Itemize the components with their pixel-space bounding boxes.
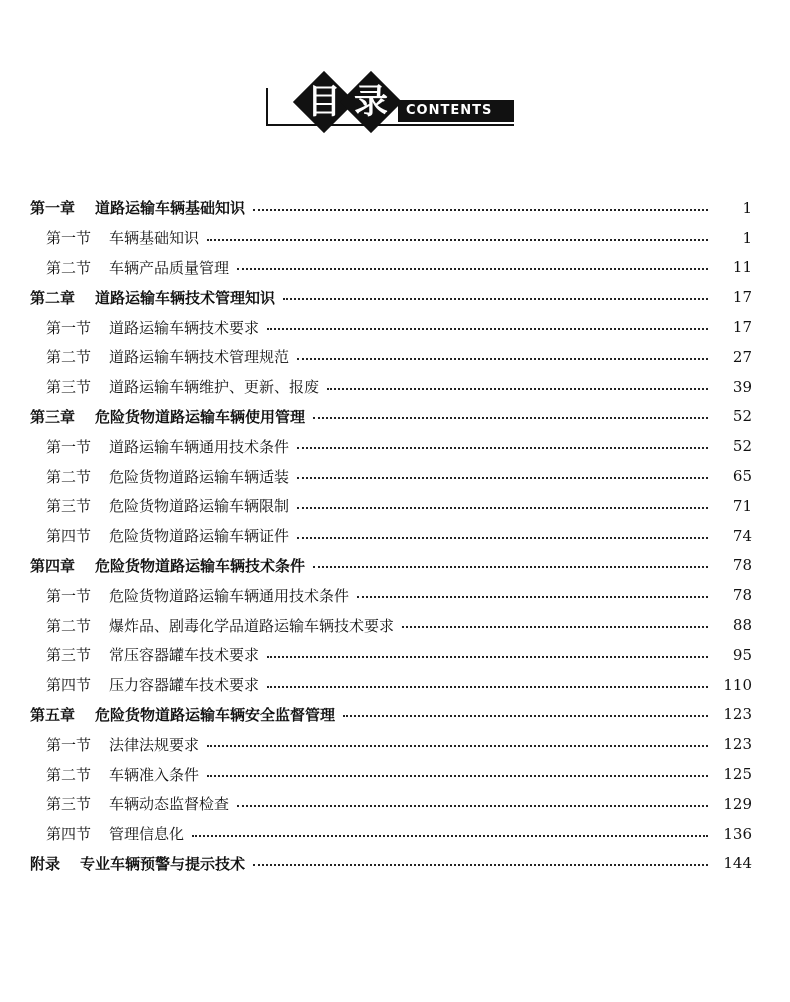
toc-entry-title: 车辆准入条件 [109,765,200,784]
toc-entry-label: 第四节 [46,825,92,844]
toc-section-row[interactable] [0,223,790,253]
toc-page-number: 136 [723,824,752,843]
toc-leader-dots [267,328,708,330]
toc-entry-title: 车辆动态监督检查 [109,795,230,814]
table-of-contents [0,193,790,878]
toc-entry-title: 危险货物道路运输车辆证件 [109,527,290,546]
toc-leader-dots [313,417,708,419]
toc-page-number: 74 [732,526,752,545]
contents-label: CONTENTS [406,103,493,118]
toc-section-row[interactable] [0,759,790,789]
toc-entry-label: 附录 [30,854,61,873]
toc-leader-dots [297,447,708,449]
toc-entry-label: 第二节 [46,616,92,635]
toc-section-row[interactable] [0,431,790,461]
toc-leader-dots [192,835,708,837]
toc-leader-dots [297,358,708,360]
toc-entry-label: 第四章 [30,556,76,575]
toc-page-number: 88 [732,616,752,635]
toc-section-row[interactable] [0,610,790,640]
toc-leader-dots [207,239,708,241]
toc-page-number: 52 [732,437,752,456]
toc-page-number: 95 [732,645,752,664]
toc-entry-title: 危险货物道路运输车辆安全监督管理 [95,705,336,724]
toc-entry-label: 第三章 [30,407,76,426]
toc-page-number: 17 [732,288,752,307]
toc-chapter-row[interactable] [0,402,790,432]
toc-entry-title: 道路运输车辆技术要求 [109,318,260,337]
toc-leader-dots [283,298,708,300]
toc-leader-dots [237,268,708,270]
toc-entry-label: 第一节 [46,437,92,456]
header-title-char-1: 目 [307,82,341,122]
toc-page-number: 39 [732,377,752,396]
toc-entry-title: 管理信息化 [109,825,185,844]
toc-section-row[interactable] [0,580,790,610]
toc-entry-title: 道路运输车辆技术管理知识 [95,288,276,307]
toc-entry-title: 危险货物道路运输车辆使用管理 [95,407,306,426]
toc-entry-label: 第一节 [46,735,92,754]
toc-section-row[interactable] [0,521,790,551]
toc-page-number: 123 [723,735,752,754]
toc-section-row[interactable] [0,491,790,521]
toc-entry-label: 第五章 [30,705,76,724]
toc-section-row[interactable] [0,819,790,849]
toc-leader-dots [327,388,708,390]
toc-leader-dots [297,507,708,509]
toc-leader-dots [297,477,708,479]
toc-entry-label: 第一节 [46,318,92,337]
toc-entry-title: 道路运输车辆通用技术条件 [109,437,290,456]
toc-section-row[interactable] [0,312,790,342]
toc-section-row[interactable] [0,670,790,700]
toc-leader-dots [207,745,708,747]
toc-entry-title: 道路运输车辆维护、更新、报废 [109,378,320,397]
toc-leader-dots [207,775,708,777]
toc-entry-label: 第三节 [46,795,92,814]
toc-entry-title: 危险货物道路运输车辆适装 [109,467,290,486]
toc-entry-title: 危险货物道路运输车辆通用技术条件 [109,586,350,605]
toc-section-row[interactable] [0,342,790,372]
toc-entry-title: 法律法规要求 [109,735,200,754]
toc-page-number: 110 [723,675,752,694]
toc-entry-title: 压力容器罐车技术要求 [109,676,260,695]
toc-section-row[interactable] [0,461,790,491]
toc-entry-label: 第四节 [46,527,92,546]
toc-leader-dots [297,537,708,539]
toc-entry-title: 危险货物道路运输车辆技术条件 [95,556,306,575]
toc-entry-title: 常压容器罐车技术要求 [109,646,260,665]
toc-entry-title: 车辆基础知识 [109,229,200,248]
toc-leader-dots [313,566,708,568]
toc-entry-label: 第三节 [46,646,92,665]
toc-leader-dots [267,656,708,658]
toc-page-number: 65 [732,467,752,486]
toc-section-row[interactable] [0,372,790,402]
toc-page-number: 27 [732,347,752,366]
toc-leader-dots [357,596,708,598]
toc-page-number: 71 [732,496,752,515]
toc-entry-title: 专业车辆预警与提示技术 [80,854,246,873]
toc-leader-dots [343,715,708,717]
toc-leader-dots [267,686,708,688]
toc-page-number: 78 [732,586,752,605]
toc-leader-dots [402,626,708,628]
toc-entry-label: 第一节 [46,586,92,605]
toc-entry-label: 第二节 [46,467,92,486]
header-title-char-2: 录 [354,82,388,122]
toc-entry-label: 第四节 [46,676,92,695]
toc-section-row[interactable] [0,789,790,819]
toc-entry-title: 道路运输车辆技术管理规范 [109,348,290,367]
toc-entry-label: 第一章 [30,199,76,218]
toc-page-number: 129 [723,794,752,813]
toc-entry-title: 道路运输车辆基础知识 [95,199,246,218]
toc-page-number: 1 [742,198,752,217]
toc-chapter-row[interactable] [0,700,790,730]
toc-page-number: 1 [742,228,752,247]
toc-page-number: 11 [732,258,752,277]
toc-chapter-row[interactable] [0,282,790,312]
toc-page-number: 123 [723,705,752,724]
toc-entry-title: 危险货物道路运输车辆限制 [109,497,290,516]
toc-entry-label: 第一节 [46,229,92,248]
toc-entry-label: 第二章 [30,288,76,307]
toc-leader-dots [253,209,708,211]
toc-leader-dots [237,805,708,807]
toc-chapter-row[interactable] [0,849,790,879]
toc-entry-label: 第二节 [46,348,92,367]
toc-page-number: 125 [723,765,752,784]
toc-entry-title: 车辆产品质量管理 [109,258,230,277]
toc-page-number: 78 [732,556,752,575]
toc-entry-label: 第三节 [46,378,92,397]
toc-entry-label: 第二节 [46,258,92,277]
toc-entry-label: 第二节 [46,765,92,784]
toc-header [266,72,516,132]
toc-page-number: 17 [732,318,752,337]
toc-entry-title: 爆炸品、剧毒化学品道路运输车辆技术要求 [109,616,395,635]
toc-chapter-row[interactable] [0,551,790,581]
toc-page-number: 144 [723,854,752,873]
toc-section-row[interactable] [0,640,790,670]
toc-entry-label: 第三节 [46,497,92,516]
toc-leader-dots [253,864,708,866]
toc-chapter-row[interactable] [0,193,790,223]
toc-section-row[interactable] [0,729,790,759]
toc-section-row[interactable] [0,253,790,283]
toc-page-number: 52 [732,407,752,426]
